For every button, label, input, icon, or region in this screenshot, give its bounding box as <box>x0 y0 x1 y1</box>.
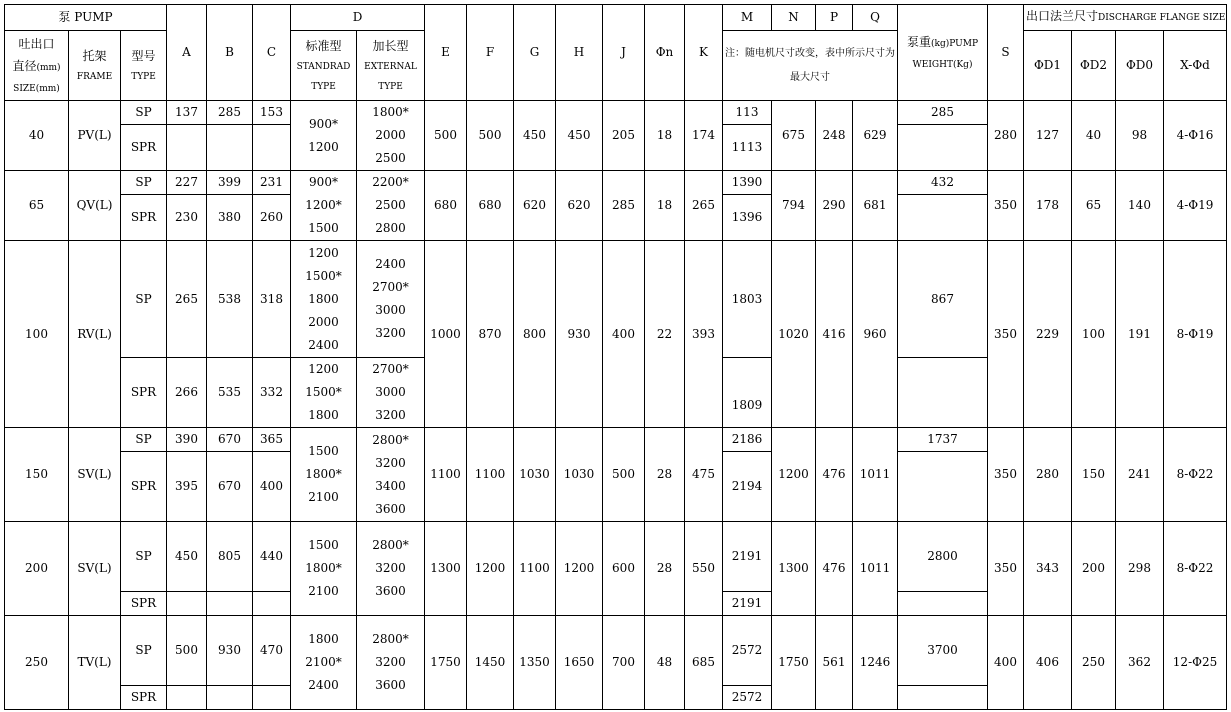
type-cell: SP <box>121 522 167 592</box>
P-cell: 476 <box>816 522 853 616</box>
G-cell: 1030 <box>514 428 556 522</box>
std-length-cell <box>291 358 357 428</box>
F-cell: 680 <box>467 171 514 241</box>
M-cell: 1803 <box>723 241 772 358</box>
table-row <box>5 522 1227 592</box>
B-cell <box>207 686 253 710</box>
col-M-header: M <box>723 5 772 31</box>
P-cell: 416 <box>816 241 853 428</box>
B-cell: 670 <box>207 428 253 452</box>
K-cell: 393 <box>685 241 723 428</box>
A-cell: 137 <box>167 101 207 125</box>
col-S-header: S <box>988 5 1024 101</box>
C-cell: 400 <box>253 452 291 522</box>
n-cell: 48 <box>645 616 685 710</box>
std-type-header-cn: 标准型 <box>305 38 342 53</box>
B-cell <box>207 125 253 171</box>
C-cell: 231 <box>253 171 291 195</box>
K-cell: 550 <box>685 522 723 616</box>
std-length-value: 2100 <box>308 584 339 598</box>
ext-length-value: 2500 <box>375 151 406 165</box>
col-Q-header: Q <box>853 5 898 31</box>
n-cell: 18 <box>645 171 685 241</box>
A-cell <box>167 686 207 710</box>
G-cell: 450 <box>514 101 556 171</box>
n-cell: 18 <box>645 101 685 171</box>
Q-cell: 1011 <box>853 428 898 522</box>
col-P-header: P <box>816 5 853 31</box>
type-cell: SPR <box>121 452 167 522</box>
ext-length-cell <box>357 428 425 522</box>
size-cell: 65 <box>5 171 69 241</box>
weight-header-unit: (kg) <box>931 38 950 49</box>
n-cell: 28 <box>645 522 685 616</box>
C-cell: 153 <box>253 101 291 125</box>
C-cell <box>253 592 291 616</box>
E-cell: 1100 <box>425 428 467 522</box>
frame-cell: PV(L) <box>69 101 121 171</box>
D2-cell: 200 <box>1072 522 1116 616</box>
B-cell: 930 <box>207 616 253 686</box>
H-cell: 1030 <box>556 428 603 522</box>
M-cell: 2186 <box>723 428 772 452</box>
A-cell: 450 <box>167 522 207 592</box>
Xd-cell: 8-Φ19 <box>1164 241 1227 428</box>
D1-cell: 280 <box>1024 428 1072 522</box>
flange-header-cn: 出口法兰尺寸 <box>1026 9 1099 23</box>
ext-type-header-cn: 加长型 <box>372 38 409 53</box>
G-cell: 800 <box>514 241 556 428</box>
weight-cell <box>898 195 988 241</box>
ext-type-header-en2: TYPE <box>378 81 403 92</box>
ext-length-value: 2800 <box>375 221 406 235</box>
H-cell: 930 <box>556 241 603 428</box>
std-length-value: 2400 <box>308 337 339 352</box>
type-header-en: TYPE <box>131 71 156 82</box>
size-header-line2: 直径 <box>12 58 37 73</box>
std-type-header <box>291 31 357 101</box>
frame-cell: RV(L) <box>69 241 121 428</box>
D0-cell: 140 <box>1116 171 1164 241</box>
D2-cell: 40 <box>1072 101 1116 171</box>
A-cell: 500 <box>167 616 207 686</box>
std-length-value: 1200 <box>308 139 339 154</box>
flange-Xd-header: X-Φd <box>1164 31 1227 101</box>
std-length-value: 1500* <box>305 385 342 399</box>
size-cell: 40 <box>5 101 69 171</box>
ext-length-cell <box>357 101 425 171</box>
type-cell: SPR <box>121 195 167 241</box>
N-cell: 675 <box>772 101 816 171</box>
pump-dimension-table <box>4 4 1227 710</box>
K-cell: 174 <box>685 101 723 171</box>
N-cell: 794 <box>772 171 816 241</box>
ext-length-value: 3200 <box>375 326 406 340</box>
weight-cell: 2800 <box>898 522 988 592</box>
n-cell: 28 <box>645 428 685 522</box>
ext-length-cell <box>357 241 425 358</box>
frame-cell: QV(L) <box>69 171 121 241</box>
frame-cell: SV(L) <box>69 428 121 522</box>
E-cell: 680 <box>425 171 467 241</box>
weight-cell: 3700 <box>898 616 988 686</box>
M-cell: 2191 <box>723 592 772 616</box>
motor-note: 注：随电机尺寸改变，表中所示尺寸为最大尺寸 <box>723 31 898 101</box>
std-length-value: 900* <box>309 175 338 189</box>
J-cell: 285 <box>603 171 645 241</box>
S-cell: 400 <box>988 616 1024 710</box>
std-length-cell <box>291 101 357 171</box>
type-header-cn: 型号 <box>131 48 156 63</box>
C-cell: 318 <box>253 241 291 358</box>
col-C-header: C <box>253 5 291 101</box>
weight-cell <box>898 452 988 522</box>
D0-cell: 298 <box>1116 522 1164 616</box>
P-cell: 476 <box>816 428 853 522</box>
size-cell: 150 <box>5 428 69 522</box>
Q-cell: 960 <box>853 241 898 428</box>
type-cell: SP <box>121 101 167 125</box>
B-cell: 535 <box>207 358 253 428</box>
weight-cell: 1737 <box>898 428 988 452</box>
col-A-header: A <box>167 5 207 101</box>
S-cell: 350 <box>988 428 1024 522</box>
flange-D0-header: ΦD0 <box>1116 31 1164 101</box>
N-cell: 1200 <box>772 428 816 522</box>
E-cell: 1750 <box>425 616 467 710</box>
M-cell: 1390 <box>723 171 772 195</box>
type-cell: SPR <box>121 686 167 710</box>
F-cell: 1200 <box>467 522 514 616</box>
type-cell: SPR <box>121 592 167 616</box>
D1-cell: 343 <box>1024 522 1072 616</box>
F-cell: 1100 <box>467 428 514 522</box>
M-cell: 1396 <box>723 195 772 241</box>
H-cell: 620 <box>556 171 603 241</box>
ext-length-value: 3000 <box>375 303 406 317</box>
std-length-value: 1200 <box>308 245 339 260</box>
ext-type-header <box>357 31 425 101</box>
weight-cell <box>898 592 988 616</box>
n-cell: 22 <box>645 241 685 428</box>
table-row <box>5 241 1227 358</box>
Q-cell: 629 <box>853 101 898 171</box>
std-length-cell <box>291 241 357 358</box>
H-cell: 1650 <box>556 616 603 710</box>
Q-cell: 681 <box>853 171 898 241</box>
weight-cell: 867 <box>898 241 988 358</box>
B-cell: 399 <box>207 171 253 195</box>
J-cell: 700 <box>603 616 645 710</box>
G-cell: 620 <box>514 171 556 241</box>
table-row <box>5 171 1227 195</box>
flange-header <box>1024 5 1227 31</box>
E-cell: 500 <box>425 101 467 171</box>
M-cell: 2191 <box>723 522 772 592</box>
type-cell: SP <box>121 171 167 195</box>
D1-cell: 406 <box>1024 616 1072 710</box>
flange-D2-header: ΦD2 <box>1072 31 1116 101</box>
N-cell: 1020 <box>772 241 816 428</box>
ext-length-value: 3200 <box>375 455 406 470</box>
size-cell: 250 <box>5 616 69 710</box>
weight-cell <box>898 358 988 428</box>
A-cell: 266 <box>167 358 207 428</box>
type-cell: SPR <box>121 358 167 428</box>
std-type-header-en2: TYPE <box>311 81 336 92</box>
ext-length-value: 2400 <box>375 257 406 271</box>
ext-length-cell <box>357 522 425 616</box>
D2-cell: 65 <box>1072 171 1116 241</box>
ext-length-value: 2800* <box>372 538 409 552</box>
weight-cell: 432 <box>898 171 988 195</box>
std-length-value: 1800* <box>305 561 342 575</box>
J-cell: 205 <box>603 101 645 171</box>
ext-length-value: 3600 <box>375 501 406 516</box>
weight-cell <box>898 686 988 710</box>
std-length-value: 2400 <box>308 678 339 692</box>
B-cell: 285 <box>207 101 253 125</box>
D0-cell: 98 <box>1116 101 1164 171</box>
ext-length-value: 3000 <box>375 385 406 399</box>
D1-cell: 127 <box>1024 101 1072 171</box>
col-E-header: E <box>425 5 467 101</box>
ext-type-header-en1: EXTERNAL <box>364 61 417 72</box>
std-length-value: 1500 <box>308 221 339 235</box>
size-header-line1: 吐出口 <box>18 36 55 51</box>
size-header-en: SIZE(mm) <box>13 83 60 94</box>
std-length-value: 2100 <box>308 490 339 504</box>
P-cell: 248 <box>816 101 853 171</box>
col-D-header: D <box>291 5 425 31</box>
frame-header-en: FRAME <box>76 71 113 82</box>
D0-cell: 191 <box>1116 241 1164 428</box>
ext-length-value: 2800* <box>372 432 409 447</box>
std-length-value: 900* <box>309 116 338 131</box>
frame-cell: SV(L) <box>69 522 121 616</box>
type-cell: SP <box>121 616 167 686</box>
D0-cell: 241 <box>1116 428 1164 522</box>
M-cell: 2572 <box>723 616 772 686</box>
K-cell: 475 <box>685 428 723 522</box>
weight-cell: 285 <box>898 101 988 125</box>
weight-cell <box>898 125 988 171</box>
F-cell: 870 <box>467 241 514 428</box>
weight-header-en: PUMP <box>949 38 979 49</box>
col-K-header: K <box>685 5 723 101</box>
H-cell: 1200 <box>556 522 603 616</box>
ext-length-value: 2500 <box>375 198 406 212</box>
std-length-value: 1800* <box>305 467 342 481</box>
std-length-value: 1500 <box>308 444 339 458</box>
std-length-cell <box>291 616 357 710</box>
type-header <box>121 31 167 101</box>
D1-cell: 178 <box>1024 171 1072 241</box>
ext-length-value: 2700* <box>372 362 409 376</box>
weight-header-cn: 泵重 <box>906 34 931 49</box>
P-cell: 290 <box>816 171 853 241</box>
D2-cell: 250 <box>1072 616 1116 710</box>
table-row <box>5 101 1227 125</box>
header-row-1 <box>5 5 1227 31</box>
Xd-cell: 12-Φ25 <box>1164 616 1227 710</box>
std-length-value: 1800 <box>308 632 339 646</box>
std-length-cell <box>291 522 357 616</box>
col-J-header: J <box>603 5 645 101</box>
P-cell: 561 <box>816 616 853 710</box>
Q-cell: 1246 <box>853 616 898 710</box>
E-cell: 1000 <box>425 241 467 428</box>
ext-length-value: 2800* <box>372 632 409 646</box>
C-cell: 470 <box>253 616 291 686</box>
col-N-header: N <box>772 5 816 31</box>
B-cell: 380 <box>207 195 253 241</box>
A-cell: 227 <box>167 171 207 195</box>
G-cell: 1350 <box>514 616 556 710</box>
B-cell: 805 <box>207 522 253 592</box>
ext-length-value: 3200 <box>375 655 406 669</box>
S-cell: 350 <box>988 241 1024 428</box>
C-cell <box>253 686 291 710</box>
pump-header: 泵 PUMP <box>5 5 167 31</box>
col-F-header: F <box>467 5 514 101</box>
J-cell: 600 <box>603 522 645 616</box>
ext-length-value: 2000 <box>375 128 406 142</box>
col-B-header: B <box>207 5 253 101</box>
M-cell: 2572 <box>723 686 772 710</box>
ext-length-value: 1800* <box>372 105 409 119</box>
J-cell: 400 <box>603 241 645 428</box>
type-cell: SPR <box>121 125 167 171</box>
B-cell: 538 <box>207 241 253 358</box>
C-cell <box>253 125 291 171</box>
pump-dimension-sheet <box>4 4 1226 708</box>
K-cell: 685 <box>685 616 723 710</box>
C-cell: 260 <box>253 195 291 241</box>
C-cell: 440 <box>253 522 291 592</box>
col-n-header: Φn <box>645 5 685 101</box>
S-cell: 350 <box>988 171 1024 241</box>
size-header-unit: (mm) <box>36 62 61 73</box>
A-cell: 230 <box>167 195 207 241</box>
Q-cell: 1011 <box>853 522 898 616</box>
ext-length-value: 3400 <box>375 478 406 493</box>
M-cell: 1113 <box>723 125 772 171</box>
Xd-cell: 8-Φ22 <box>1164 428 1227 522</box>
ext-length-cell <box>357 358 425 428</box>
col-H-header: H <box>556 5 603 101</box>
size-cell: 100 <box>5 241 69 428</box>
std-length-value: 1800 <box>308 408 339 422</box>
std-length-value: 1200* <box>305 198 342 212</box>
std-length-value: 2000 <box>308 314 339 329</box>
C-cell: 332 <box>253 358 291 428</box>
F-cell: 500 <box>467 101 514 171</box>
K-cell: 265 <box>685 171 723 241</box>
C-cell: 365 <box>253 428 291 452</box>
flange-D1-header: ΦD1 <box>1024 31 1072 101</box>
S-cell: 280 <box>988 101 1024 171</box>
ext-length-value: 3600 <box>375 678 406 692</box>
ext-length-cell <box>357 616 425 710</box>
B-cell <box>207 592 253 616</box>
S-cell: 350 <box>988 522 1024 616</box>
table-row <box>5 428 1227 452</box>
std-length-value: 1500 <box>308 538 339 552</box>
D2-cell: 100 <box>1072 241 1116 428</box>
Xd-cell: 4-Φ19 <box>1164 171 1227 241</box>
H-cell: 450 <box>556 101 603 171</box>
M-cell: 2194 <box>723 452 772 522</box>
std-length-cell <box>291 428 357 522</box>
std-length-value: 1200 <box>308 362 339 376</box>
std-length-value: 1500* <box>305 268 342 283</box>
type-cell: SP <box>121 428 167 452</box>
A-cell: 265 <box>167 241 207 358</box>
A-cell <box>167 125 207 171</box>
frame-header-cn: 托架 <box>82 48 107 63</box>
frame-header <box>69 31 121 101</box>
ext-length-value: 3200 <box>375 561 406 575</box>
A-cell: 395 <box>167 452 207 522</box>
F-cell: 1450 <box>467 616 514 710</box>
type-cell: SP <box>121 241 167 358</box>
ext-length-value: 2200* <box>372 175 409 189</box>
ext-length-cell <box>357 171 425 241</box>
D0-cell: 362 <box>1116 616 1164 710</box>
std-type-header-en1: STANDRAD <box>296 61 351 72</box>
J-cell: 500 <box>603 428 645 522</box>
Xd-cell: 4-Φ16 <box>1164 101 1227 171</box>
table-row <box>5 616 1227 686</box>
size-cell: 200 <box>5 522 69 616</box>
D2-cell: 150 <box>1072 428 1116 522</box>
frame-cell: TV(L) <box>69 616 121 710</box>
G-cell: 1100 <box>514 522 556 616</box>
ext-length-value: 3600 <box>375 584 406 598</box>
flange-header-en: DISCHARGE FLANGE SIZE <box>1098 13 1226 23</box>
std-length-value: 2100* <box>305 655 342 669</box>
col-G-header: G <box>514 5 556 101</box>
N-cell: 1300 <box>772 522 816 616</box>
std-length-cell <box>291 171 357 241</box>
N-cell: 1750 <box>772 616 816 710</box>
B-cell: 670 <box>207 452 253 522</box>
A-cell: 390 <box>167 428 207 452</box>
Xd-cell: 8-Φ22 <box>1164 522 1227 616</box>
M-cell: 1809 <box>723 358 772 428</box>
A-cell <box>167 592 207 616</box>
weight-header-en2: WEIGHT(Kg) <box>912 59 973 70</box>
ext-length-value: 2700* <box>372 280 409 294</box>
std-length-value: 1800 <box>308 291 339 306</box>
ext-length-value: 3200 <box>375 408 406 422</box>
D1-cell: 229 <box>1024 241 1072 428</box>
E-cell: 1300 <box>425 522 467 616</box>
size-header <box>5 31 69 101</box>
weight-header <box>898 5 988 101</box>
M-cell: 113 <box>723 101 772 125</box>
